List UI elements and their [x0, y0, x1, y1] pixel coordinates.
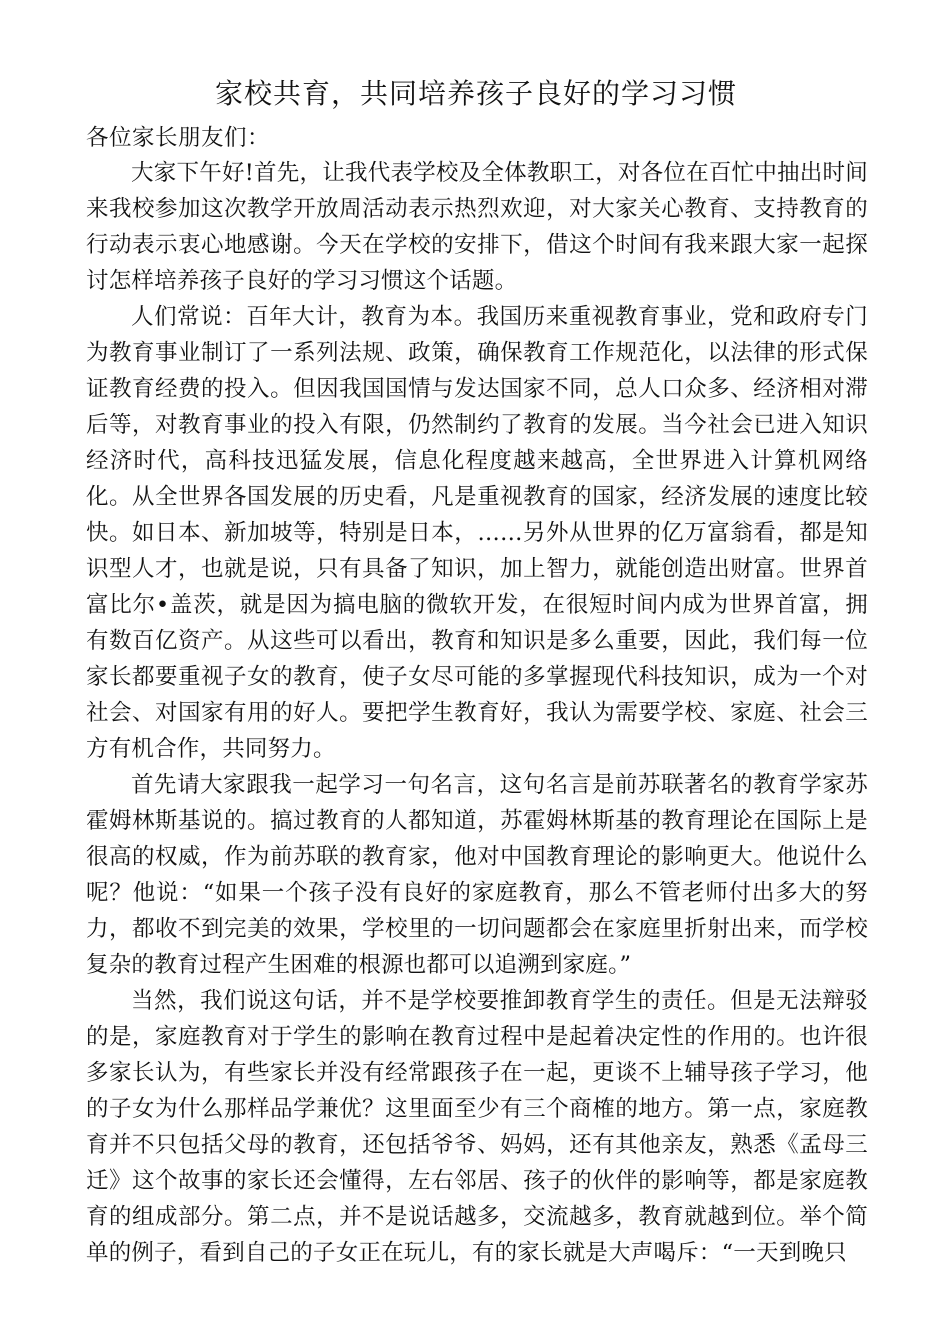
paragraph-famous-quote: 首先请大家跟我一起学习一句名言，这句名言是前苏联著名的教育学家苏霍姆林斯基说的。搞过教育的人都知道，苏霍姆林斯基的教育理论在国际上是很高的权威，作为前苏联的教育家，他对中国教育理论的影响更大。他说什么呢？他说：“如果一个孩子没有良好的家庭教育，那么不管老师付出多大的努力，都收不到完美的效果，学校里的一切问题都会在家庭里折射出来，而学校复杂的教育过程产生困难的根源也都可以追溯到家庭。”: [86, 772, 868, 978]
paragraph-education-importance: 人们常说：百年大计，教育为本。我国历来重视教育事业，党和政府专门为教育事业制订了一系列法规、政策，确保教育工作规范化，以法律的形式保证教育经费的投入。但因我国国情与发达国家不同，总人口众多、经济相对滞后等，对教育事业的投入有限，仍然制约了教育的发展。当今社会已进入知识经济时代，高科技迅猛发展，信息化程度越来越高，全世界进入计算机网络化。从全世界各国发展的历史看，凡是重视教育的国家，经济发展的速度比较快。如日本、新加坡等，特别是日本，……另外从世界的亿万富翁看，都是知识型人才，也就是说，只有具备了知识，加上智力，就能创造出财富。世界首富比尔•盖茨，就是因为搞电脑的微软开发，在很短时间内成为世界首富，拥有数百亿资产。从这些可以看出，教育和知识是多么重要，因此，我们每一位家长都要重视子女的教育，使子女尽可能的多掌握现代科技知识，成为一个对社会、对国家有用的好人。要把学生教育好，我认为需要学校、家庭、社会三方有机合作，共同努力。: [86, 304, 868, 762]
paragraph-family-education: 当然，我们说这句话，并不是学校要推卸教育学生的责任。但是无法辩驳的是，家庭教育对于学生的影响在教育过程中是起着决定性的作用的。也许很多家长认为，有些家长并没有经常跟孩子在一起，更谈不上辅导孩子学习，他的子女为什么那样品学兼优？这里面至少有三个商榷的地方。第一点，家庭教育并不只包括父母的教育，还包括爷爷、妈妈，还有其他亲友，熟悉《孟母三迁》这个故事的家长还会懂得，左右邻居、孩子的伙伴的影响等，都是家庭教育的组成部分。第二点，并不是说话越多，交流越多，教育就越到位。举个简单的例子，看到自己的子女正在玩儿，有的家长就是大声喝斥：“一天到晚只: [86, 988, 868, 1266]
paragraph-greeting: 大家下午好!首先，让我代表学校及全体教职工，对各位在百忙中抽出时间来我校参加这次教学开放周活动表示热烈欢迎，对大家关心教育、支持教育的行动表示衷心地感谢。今天在学校的安排下，借这个时间有我来跟大家一起探讨怎样培养孩子良好的学习习惯这个话题。: [86, 160, 868, 294]
document-title: 家校共育，共同培养孩子良好的学习习惯: [214, 77, 737, 110]
document-body: [86, 155, 868, 1271]
salutation: 各位家长朋友们：: [86, 125, 271, 151]
